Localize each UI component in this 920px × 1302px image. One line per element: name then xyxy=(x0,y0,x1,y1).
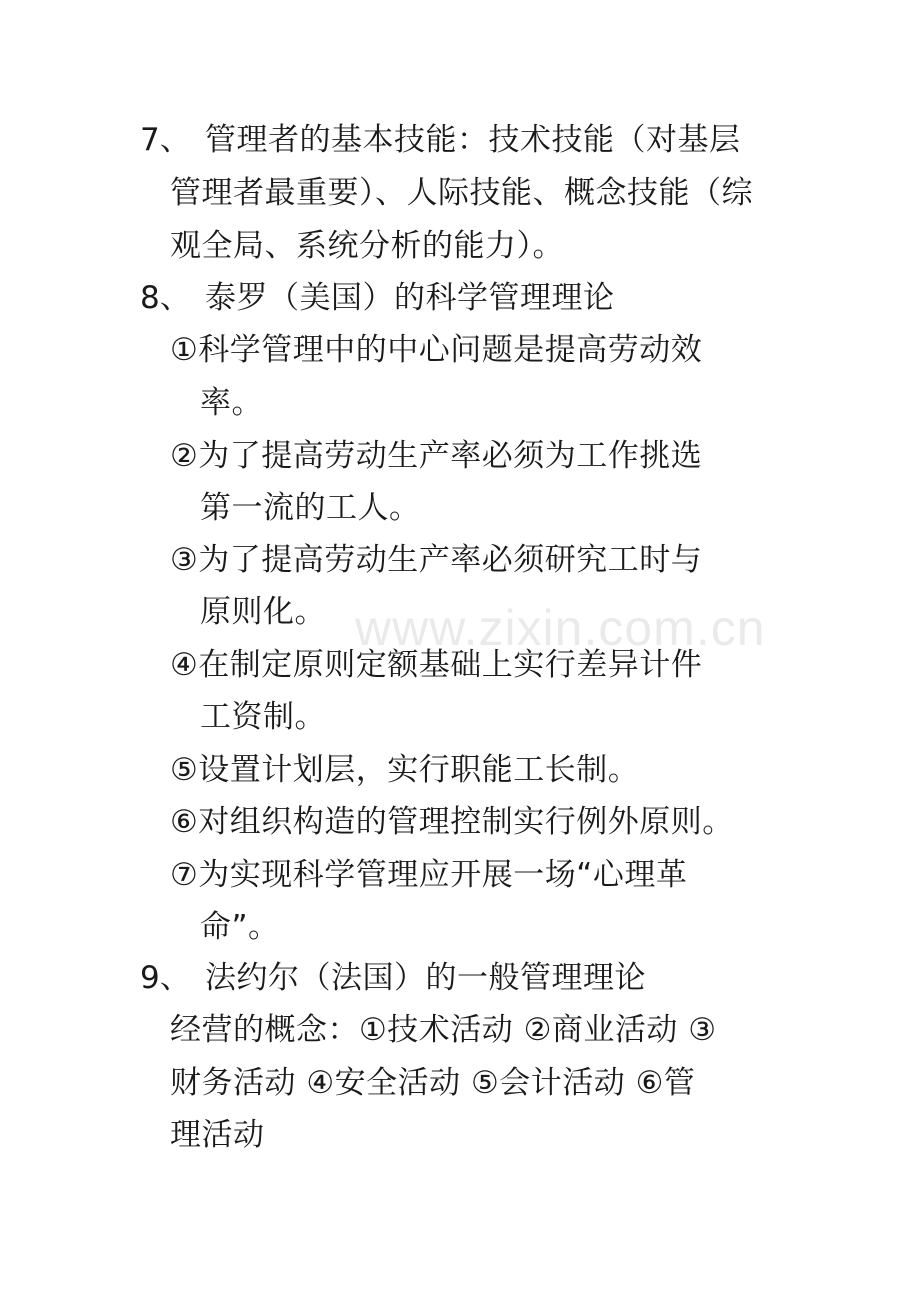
section-8-item-6: ⑥对组织构造的管理控制实行例外原则。 xyxy=(170,804,734,840)
watermark: www.zixin.com.cn xyxy=(355,600,766,656)
section-8-title: 泰罗（美国）的科学管理理论 xyxy=(205,280,615,316)
section-9-number: 9、 xyxy=(140,960,191,996)
section-8-item-4-line-2: 工资制。 xyxy=(200,699,326,735)
section-8-item-7-line-1: ⑦为实现科学管理应开展一场“心理革 xyxy=(170,857,688,893)
section-8-item-1-line-1: ①科学管理中的中心问题是提高劳动效 xyxy=(170,332,703,368)
section-8-item-3-line-1: ③为了提高劳动生产率必须研究工时与 xyxy=(170,542,703,578)
section-8-item-1-line-2: 率。 xyxy=(200,385,263,421)
section-7-line-3: 观全局、系统分析的能力）。 xyxy=(170,228,564,264)
section-8-item-2-line-1: ②为了提高劳动生产率必须为工作挑选 xyxy=(170,438,703,474)
section-8-item-2-line-2: 第一流的工人。 xyxy=(200,490,421,526)
section-8-item-3-line-2: 原则化。 xyxy=(200,594,326,630)
section-7-number: 7、 xyxy=(140,122,191,158)
section-8-item-4-line-1: ④在制定原则定额基础上实行差异计件 xyxy=(170,647,703,683)
section-9-line-3: 理活动 xyxy=(170,1117,265,1153)
section-8-number: 8、 xyxy=(140,280,191,316)
section-9-line-1: 经营的概念：①技术活动 ②商业活动 ③ xyxy=(170,1012,717,1048)
section-7-line-2: 管理者最重要）、人际技能、概念技能（综 xyxy=(170,175,753,211)
section-9-title: 法约尔（法国）的一般管理理论 xyxy=(205,960,646,996)
section-8-item-7-line-2: 命”。 xyxy=(200,909,280,945)
section-9-line-2: 财务活动 ④安全活动 ⑤会计活动 ⑥管 xyxy=(170,1065,696,1101)
section-7-line-1: 管理者的基本技能：技术技能（对基层 xyxy=(205,122,741,158)
section-8-item-5: ⑤设置计划层，实行职能工长制。 xyxy=(170,752,640,788)
